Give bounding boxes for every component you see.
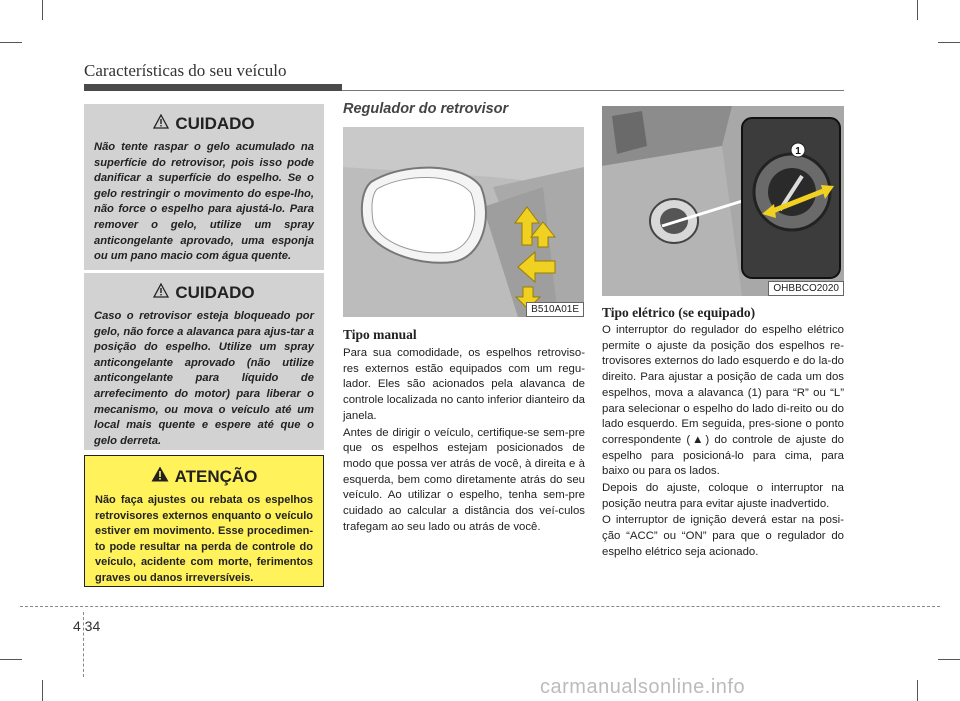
crop-mark	[0, 42, 22, 43]
electric-text	[602, 323, 844, 562]
paragraph: Para sua comodidade, os espelhos retroviso-res externos estão equipados com um regu-lador. Eles são acionados pela alavanca de controle localizada no canto inferior dianteiro da janela.	[343, 347, 585, 422]
caution-title: CUIDADO	[175, 283, 255, 302]
footer-rule	[20, 606, 940, 607]
paragraph: O interruptor do regulador do espelho elétrico permite o ajuste da posição dos espelhos re-trovisores externos do lado esquerdo e do la-do direito. Para ajustar a posição de cada um dos espelhos, mova a alavanca (1) para “R” ou “L” para selecionar o espelho do lado di-reito ou do lado esquerdo. Em seguida, pres-sione o ponto correspondente (▲) do controle de ajuste do espelho para posicioná-lo para cima, para baixo ou para os lados.	[602, 324, 844, 478]
mirror-illustration	[343, 127, 584, 317]
paragraph: Antes de dirigir o veículo, certifique-se sem-pre que os espelhos estejam posicionados de modo que possa ver atrás de você, à direita e à esquerda, bem como diretamente atrás do seu veículo. Ao utilizar o espelho, tenha sem-pre cuidado ao calcular a distância dos veí-culos trafegam ao seu lado ou atrás de você.	[343, 426, 585, 533]
electric-switch-figure	[602, 106, 844, 296]
warning-header	[95, 466, 313, 487]
switch-illustration	[602, 106, 844, 296]
figure-code: B510A01E	[526, 302, 584, 317]
callout-number: 1	[795, 146, 801, 157]
crop-mark	[938, 659, 960, 660]
header-rule-thin	[342, 90, 844, 91]
caution-text: Caso o retrovisor esteja bloqueado por gelo, não force a alavanca para ajus-tar a posição do espelho. Utilize um spray anticongelante aprovado (não utilize anticongelante para líquido de arrefecimento do motor) para liberar o mecanismo, ou mova o veículo até um local mais quente e espere até que o gelo derreta.	[94, 310, 314, 447]
manual-mirror-figure	[343, 127, 584, 317]
warning-triangle-icon	[151, 466, 169, 487]
electric-heading: Tipo elétrico (se equipado)	[602, 305, 756, 320]
page-number: 4 34	[73, 618, 101, 634]
crop-mark	[917, 0, 918, 20]
manual-text	[343, 346, 585, 536]
section-title: Regulador do retrovisor	[343, 101, 509, 117]
crop-mark	[42, 680, 43, 701]
caution-text: Não tente raspar o gelo acumulado na superfície do retrovisor, pois isso pode danificar a superfície do espelho. Se o gelo restringir o movimento do espe-lho, não force o espelho para ajustá-lo. Para remover o gelo, utilize um spray anticongelante aprovado, uma esponja ou um pano macio com água quente.	[94, 141, 314, 263]
figure-code: OHBBCO2020	[768, 281, 844, 296]
warning-title: ATENÇÃO	[174, 466, 258, 486]
warning-triangle-icon	[153, 283, 169, 303]
warning-triangle-icon	[153, 114, 169, 134]
paragraph: O interruptor de ignição deverá estar na posi-ção “ACC” ou “ON” para que o regulador do espelho elétrico seja acionado.	[602, 514, 844, 558]
crop-mark	[42, 0, 43, 20]
crop-mark	[0, 659, 22, 660]
chapter-title: Características do seu veículo	[84, 61, 287, 80]
warning-text: Não faça ajustes ou rebata os espelhos retrovisores externos enquanto o veículo estiver em movimento. Esse procedimen-to pode resultar na perda de controle do veículo, acidente com morte, ferimentos graves ou danos irreversíveis.	[95, 494, 313, 584]
paragraph: Depois do ajuste, coloque o interruptor na posição neutra para evitar ajuste inadvertido.	[602, 482, 844, 510]
header-rule	[84, 84, 342, 91]
caution-title: CUIDADO	[175, 114, 255, 133]
caution-header	[94, 114, 314, 134]
crop-mark	[938, 42, 960, 43]
caution-box-2	[84, 273, 324, 450]
warning-box	[84, 455, 324, 587]
caution-box-1	[84, 104, 324, 270]
caution-header	[94, 283, 314, 303]
watermark: carmanualsonline.info	[540, 676, 746, 698]
crop-mark	[917, 680, 918, 701]
manual-heading: Tipo manual	[343, 327, 417, 342]
